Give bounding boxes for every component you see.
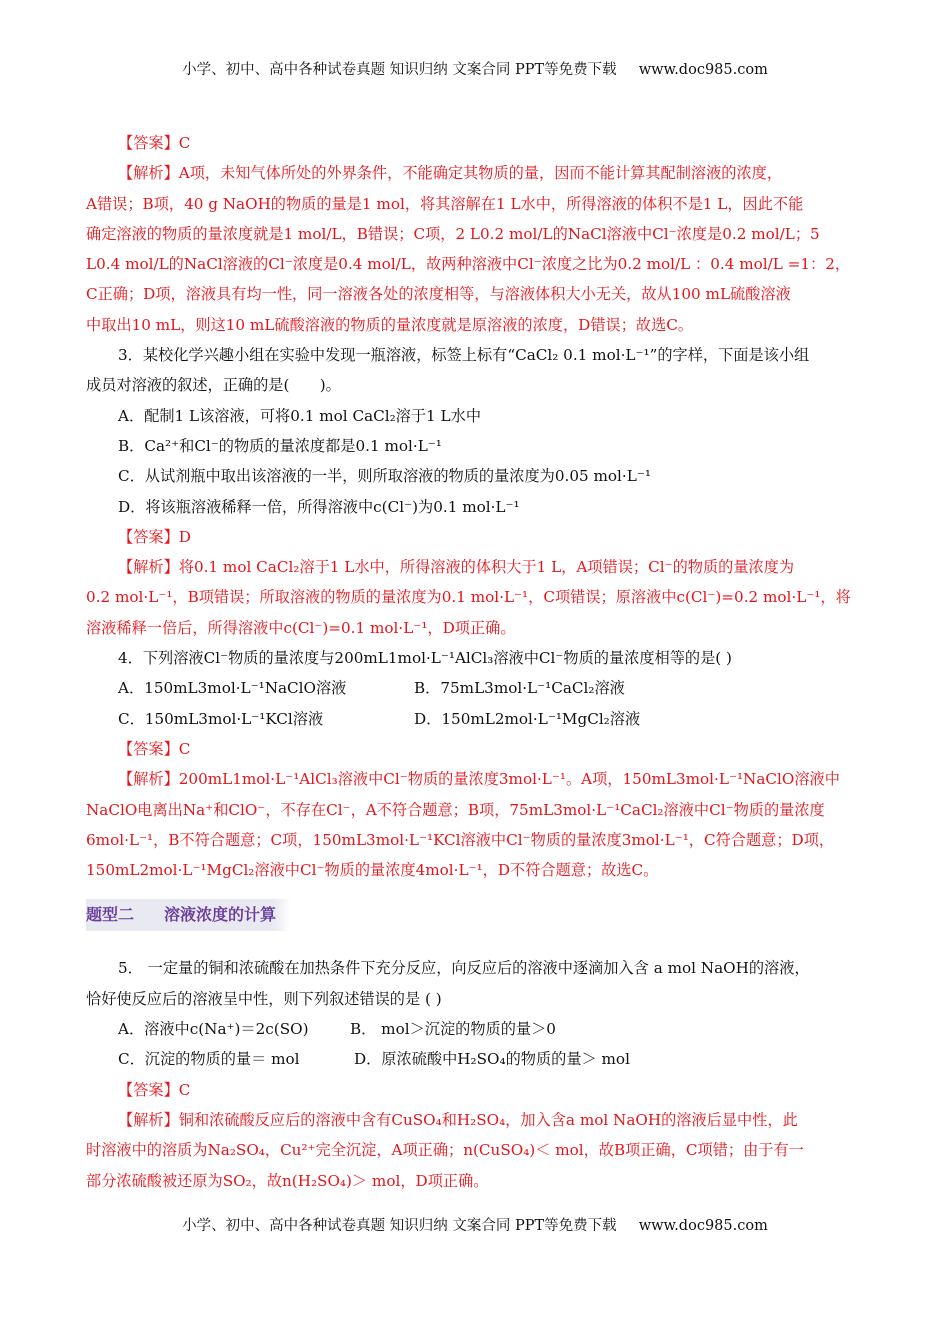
q5-analysis-line: 时溶液中的溶质为Na₂SO₄，Cu²⁺完全沉淀，A项正确；n(CuSO₄)＜ mol，故B项正确，C项错；由于有一 (86, 1141, 804, 1160)
q4-option-c: C．150mL3mol·L⁻¹KCl溶液 (118, 709, 324, 728)
q3-analysis-line: 【解析】将0.1 mol CaCl₂溶于1 L水中，所得溶液的体积大于1 L，A项错误；Cl⁻的物质的量浓度为 (118, 558, 795, 577)
q5-option-c: C．沉淀的物质的量＝ mol (118, 1050, 300, 1069)
q2-answer: 【答案】C (118, 134, 191, 152)
q5-answer: 【答案】C (118, 1080, 191, 1099)
q2-analysis-line: 确定溶液的物质的量浓度就是1 mol/L，B错误；C项，2 L0.2 mol/L的NaCl溶液中Cl⁻浓度是0.2 mol/L；5 (86, 224, 820, 243)
page-footer (0, 1214, 950, 1235)
section-heading (86, 899, 870, 931)
q3-analysis-line: 0.2 mol·L⁻¹，B项错误；所取溶液的物质的量浓度为0.1 mol·L⁻¹，C项错误；原溶液中c(Cl⁻)=0.2 mol·L⁻¹，将 (86, 588, 851, 607)
q5-analysis-line: 部分浓硫酸被还原为SO₂，故n(H₂SO₄)＞ mol，D项正确。 (86, 1171, 489, 1190)
q5-option-d: D．原浓硫酸中H₂SO₄的物质的量＞ mol (354, 1050, 630, 1069)
q4-analysis-line: NaClO电离出Na⁺和ClO⁻，不存在Cl⁻，A不符合题意；B项，75mL3mol·L⁻¹CaCl₂溶液中Cl⁻物质的量浓度 (86, 800, 825, 819)
q3-option-b: B．Ca²⁺和Cl⁻的物质的量浓度都是0.1 mol·L⁻¹ (118, 436, 442, 455)
q3-stem-line: 成员对溶液的叙述，正确的是( )。 (86, 376, 341, 395)
q4-option-a: A．150mL3mol·L⁻¹NaClO溶液 (118, 679, 347, 698)
q5-option-a: A．溶液中c(Na⁺)＝2c(SO) (118, 1020, 309, 1039)
q3-option-c: C．从试剂瓶中取出该溶液的一半，则所取溶液的物质的量浓度为0.05 mol·L⁻¹ (118, 467, 651, 486)
q4-answer: 【答案】C (118, 739, 191, 758)
q4-option-b: B．75mL3mol·L⁻¹CaCl₂溶液 (414, 679, 625, 698)
q4-stem: 4．下列溶液Cl⁻物质的量浓度与200mL1mol·L⁻¹AlCl₃溶液中Cl⁻物质的量浓度相等的是( ) (118, 649, 732, 668)
q2-analysis-line: L0.4 mol/L的NaCl溶液的Cl⁻浓度是0.4 mol/L，故两种溶液中Cl⁻浓度之比为0.2 mol/L ：0.4 mol/L =1：2， (86, 255, 851, 274)
q4-analysis-line: 6mol·L⁻¹，B不符合题意；C项，150mL3mol·L⁻¹KCl溶液中Cl⁻物质的量浓度3mol·L⁻¹，C符合题意；D项， (86, 830, 835, 849)
q4-options-row (86, 704, 870, 734)
footer-text: 小学、初中、高中各种试卷真题 知识归纳 文案合同 PPT等免费下载 (182, 1218, 617, 1234)
q2-analysis-line: A错误；B项，40 g NaOH的物质的量是1 mol，将其溶解在1 L水中，所得溶液的体积不是1 L，因此不能 (86, 194, 804, 213)
q3-option-a: A．配制1 L该溶液，可将0.1 mol CaCl₂溶于1 L水中 (118, 406, 482, 425)
q5-options-row (86, 1014, 870, 1044)
q5-stem-line: 恰好使反应后的溶液呈中性，则下列叙述错误的是 ( ) (86, 989, 442, 1008)
q5-analysis-line: 【解析】铜和浓硫酸反应后的溶液中含有CuSO₄和H₂SO₄，加入含a mol NaOH的溶液后显中性，此 (118, 1110, 798, 1129)
page-header (0, 58, 950, 79)
q3-analysis-line: 溶液稀释一倍后，所得溶液中c(Cl⁻)=0.1 mol·L⁻¹，D项正确。 (86, 618, 516, 637)
header-text: 小学、初中、高中各种试卷真题 知识归纳 文案合同 PPT等免费下载 (182, 62, 617, 78)
section-number: 题型二 (86, 905, 135, 925)
q3-answer: 【答案】D (118, 527, 191, 546)
q4-analysis-line: 【解析】200mL1mol·L⁻¹AlCl₃溶液中Cl⁻物质的量浓度3mol·L⁻¹。A项，150mL3mol·L⁻¹NaClO溶液中 (118, 770, 840, 789)
q4-analysis-line: 150mL2mol·L⁻¹MgCl₂溶液中Cl⁻物质的量浓度4mol·L⁻¹，D不符合题意；故选C。 (86, 861, 659, 880)
section-title: 溶液浓度的计算 (164, 905, 277, 925)
q5-option-b: B． mol＞沉淀的物质的量＞0 (350, 1020, 556, 1039)
q5-options-row (86, 1044, 870, 1074)
q4-options-row (86, 673, 870, 703)
footer-site-link[interactable]: www.doc985.com (638, 1218, 768, 1234)
header-site-link[interactable]: www.doc985.com (638, 62, 768, 78)
q2-analysis-line: 【解析】A项，未知气体所处的外界条件，不能确定其物质的量，因而不能计算其配制溶液的浓度， (118, 164, 783, 183)
q3-option-d: D．将该瓶溶液稀释一倍，所得溶液中c(Cl⁻)为0.1 mol·L⁻¹ (118, 497, 520, 516)
q4-option-d: D．150mL2mol·L⁻¹MgCl₂溶液 (414, 709, 641, 728)
document-body (86, 128, 870, 1196)
q2-analysis-line: C正确；D项，溶液具有均一性，同一溶液各处的浓度相等，与溶液体积大小无关，故从100 mL硫酸溶液 (86, 285, 791, 304)
q3-stem-line: 3．某校化学兴趣小组在实验中发现一瓶溶液，标签上标有“CaCl₂ 0.1 mol·L⁻¹”的字样，下面是该小组 (118, 346, 810, 365)
q2-analysis-line: 中取出10 mL，则这10 mL硫酸溶液的物质的量浓度就是原溶液的浓度，D错误；故选C。 (86, 315, 694, 334)
q5-stem-line: 5． 一定量的铜和浓硫酸在加热条件下充分反应，向反应后的溶液中逐滴加入含 a mol NaOH的溶液， (118, 959, 810, 978)
